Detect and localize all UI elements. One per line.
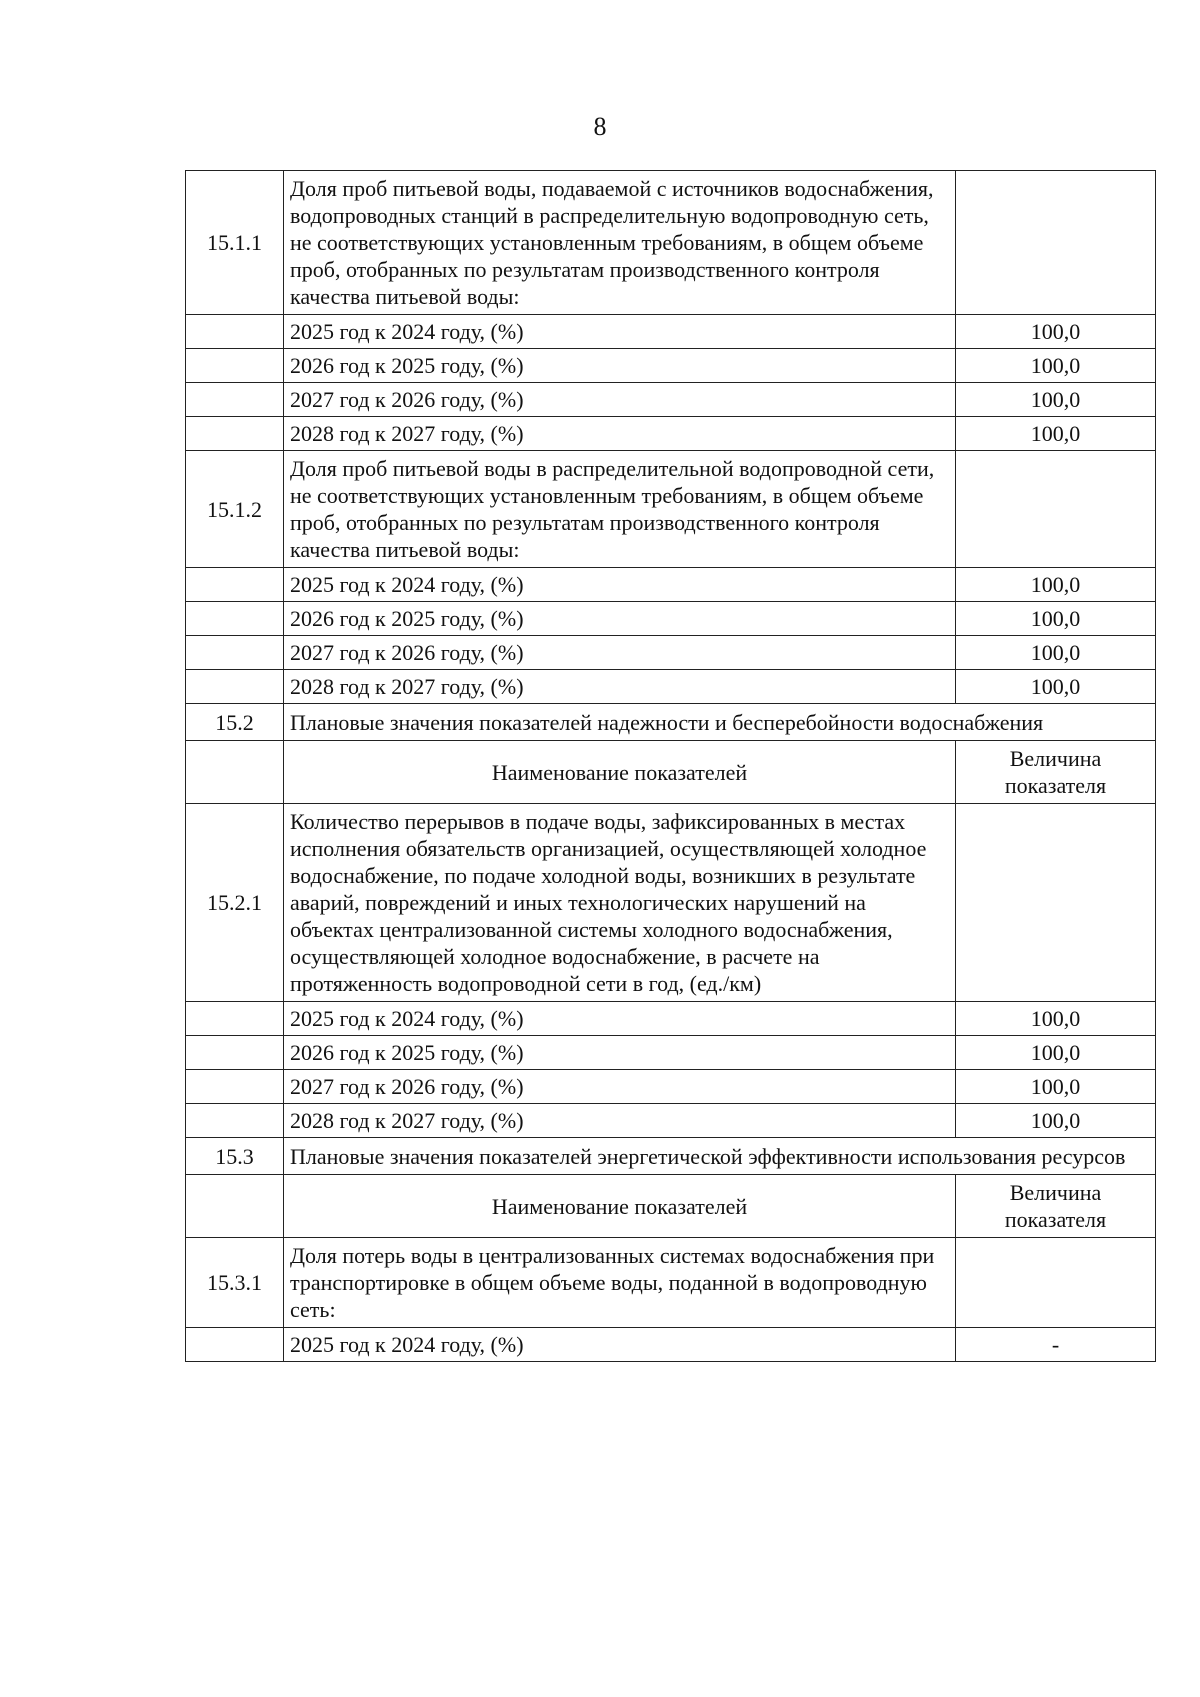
- year-row: [186, 1002, 1156, 1036]
- indicator-text: 2025 год к 2024 году, (%): [284, 1002, 956, 1036]
- row-number: [186, 1328, 284, 1362]
- indicator-value: 100,0: [956, 602, 1156, 636]
- indicator-value: 100,0: [956, 383, 1156, 417]
- indicator-text: 2028 год к 2027 году, (%): [284, 417, 956, 451]
- indicator-text: 2027 год к 2026 году, (%): [284, 636, 956, 670]
- section-row: [186, 704, 1156, 741]
- row-number: [186, 1175, 284, 1238]
- indicator-text: 2028 год к 2027 году, (%): [284, 670, 956, 704]
- page-number: 8: [593, 112, 607, 141]
- indicator-text: 2027 год к 2026 году, (%): [284, 1070, 956, 1104]
- row-number: [186, 349, 284, 383]
- row-number: [186, 383, 284, 417]
- year-row: [186, 1070, 1156, 1104]
- indicator-text: Доля потерь воды в централизованных системах водоснабжения при транспортировке в общем объеме воды, поданной в водопроводную сеть:: [284, 1238, 956, 1328]
- indicators-table: [185, 170, 1156, 1362]
- indicator-text: 2026 год к 2025 году, (%): [284, 349, 956, 383]
- indicator-value: 100,0: [956, 568, 1156, 602]
- indicator-text: 2026 год к 2025 году, (%): [284, 602, 956, 636]
- row-number: 15.1.1: [186, 171, 284, 315]
- row-number: 15.1.2: [186, 451, 284, 568]
- indicator-value: [956, 451, 1156, 568]
- header-row: [186, 741, 1156, 804]
- indicator-value: -: [956, 1328, 1156, 1362]
- indicator-value: [956, 171, 1156, 315]
- indicator-text: 2025 год к 2024 году, (%): [284, 568, 956, 602]
- year-row: [186, 1104, 1156, 1138]
- indicator-text: Количество перерывов в подаче воды, зафиксированных в местах исполнения обязательств организацией, осуществляющей холодное водоснабжение, по подаче холодной воды, возникших в результате аварий, повреждений и иных технологических нарушений на объектах централизованной системы холодного водоснабжения, осуществляющей холодное водоснабжение, в расчете на протяженность водопроводной сети в год, (ед./км): [284, 804, 956, 1002]
- indicator-row: [186, 1238, 1156, 1328]
- year-row: [186, 568, 1156, 602]
- indicator-value: 100,0: [956, 1002, 1156, 1036]
- indicator-text: 2025 год к 2024 году, (%): [284, 1328, 956, 1362]
- year-row: [186, 315, 1156, 349]
- indicator-value: 100,0: [956, 636, 1156, 670]
- indicator-text: 2027 год к 2026 году, (%): [284, 383, 956, 417]
- row-number: [186, 568, 284, 602]
- header-row: [186, 1175, 1156, 1238]
- row-number: 15.3: [186, 1138, 284, 1175]
- row-number: [186, 670, 284, 704]
- row-number: [186, 636, 284, 670]
- indicator-row: [186, 451, 1156, 568]
- indicator-text: 2026 год к 2025 году, (%): [284, 1036, 956, 1070]
- indicator-value: 100,0: [956, 1036, 1156, 1070]
- indicator-value: [956, 1238, 1156, 1328]
- row-number: 15.3.1: [186, 1238, 284, 1328]
- year-row: [186, 417, 1156, 451]
- indicator-value: 100,0: [956, 1104, 1156, 1138]
- column-header-value: Величина показателя: [956, 1175, 1156, 1238]
- year-row: [186, 1328, 1156, 1362]
- row-number: [186, 1104, 284, 1138]
- indicator-value: 100,0: [956, 670, 1156, 704]
- indicator-value: 100,0: [956, 349, 1156, 383]
- year-row: [186, 383, 1156, 417]
- indicator-text: 2025 год к 2024 году, (%): [284, 315, 956, 349]
- indicator-value: 100,0: [956, 417, 1156, 451]
- section-row: [186, 1138, 1156, 1175]
- row-number: [186, 1070, 284, 1104]
- indicator-text: Доля проб питьевой воды в распределительной водопроводной сети, не соответствующих установленным требованиям, в общем объеме проб, отобранных по результатам производственного контроля качества питьевой воды:: [284, 451, 956, 568]
- year-row: [186, 349, 1156, 383]
- row-number: [186, 315, 284, 349]
- row-number: [186, 417, 284, 451]
- row-number: [186, 1002, 284, 1036]
- year-row: [186, 670, 1156, 704]
- year-row: [186, 636, 1156, 670]
- table-body: [186, 171, 1156, 1362]
- indicator-row: [186, 804, 1156, 1002]
- column-header-name: Наименование показателей: [284, 741, 956, 804]
- indicator-text: Доля проб питьевой воды, подаваемой с источников водоснабжения, водопроводных станций в распределительную водопроводную сеть, не соответствующих установленным требованиям, в общем объеме проб, отобранных по результатам производственного контроля качества питьевой воды:: [284, 171, 956, 315]
- row-number: 15.2: [186, 704, 284, 741]
- row-number: [186, 741, 284, 804]
- indicator-value: [956, 804, 1156, 1002]
- column-header-value: Величина показателя: [956, 741, 1156, 804]
- row-number: [186, 602, 284, 636]
- section-title: Плановые значения показателей надежности и бесперебойности водоснабжения: [284, 704, 1156, 741]
- indicator-value: 100,0: [956, 315, 1156, 349]
- indicator-text: 2028 год к 2027 году, (%): [284, 1104, 956, 1138]
- row-number: [186, 1036, 284, 1070]
- indicator-row: [186, 171, 1156, 315]
- indicator-value: 100,0: [956, 1070, 1156, 1104]
- year-row: [186, 1036, 1156, 1070]
- year-row: [186, 602, 1156, 636]
- column-header-name: Наименование показателей: [284, 1175, 956, 1238]
- row-number: 15.2.1: [186, 804, 284, 1002]
- section-title: Плановые значения показателей энергетической эффективности использования ресурсов: [284, 1138, 1156, 1175]
